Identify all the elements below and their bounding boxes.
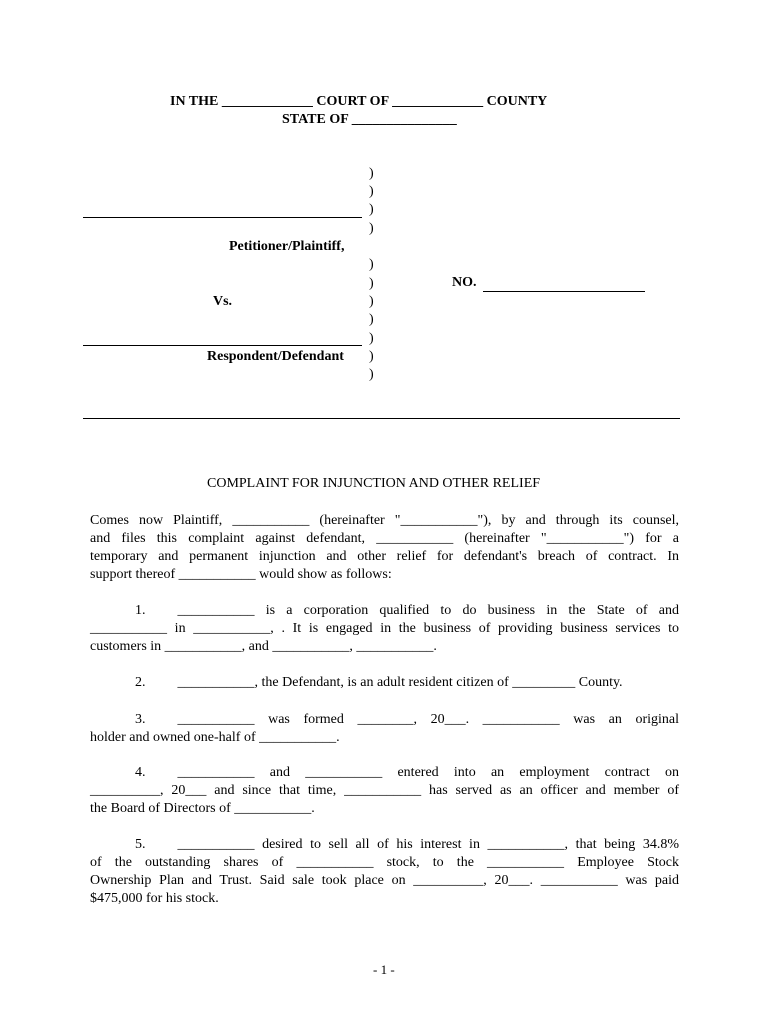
caption-separator: [83, 418, 680, 419]
paragraph-text: ___________ and ___________ entered into an employment contract on: [177, 765, 679, 780]
intro-line: temporary and permanent injunction and other relief for defendant's breach of contract. In: [90, 549, 679, 564]
caption-paren: ): [369, 331, 374, 346]
caption-paren: ): [369, 349, 374, 364]
case-number-line: [483, 291, 645, 292]
paragraph-line: __________, 20___ and since that time, ___________ has served as an officer and member of: [90, 783, 679, 798]
paragraph-text: ___________ is a corporation qualified to do business in the State of and: [177, 603, 679, 618]
petitioner-name-line: [83, 217, 362, 218]
paragraph-line: [90, 764, 679, 782]
versus-label: Vs.: [213, 294, 233, 309]
paragraph-number: 3.: [135, 712, 146, 727]
court-caption-line: IN THE _____________ COURT OF _____________ COUNTY: [170, 94, 548, 109]
page-number: - 1 -: [373, 962, 395, 977]
intro-line: support thereof ___________ would show as follows:: [90, 567, 392, 582]
numbered-paragraph: [90, 674, 679, 692]
paragraph-line: customers in ___________, and ___________, ___________.: [90, 639, 437, 654]
paragraph-line: [90, 674, 679, 692]
caption-paren: ): [369, 221, 374, 236]
paragraph-line: holder and owned one-half of ___________.: [90, 730, 340, 745]
caption-paren: ): [369, 312, 374, 327]
respondent-name-line: [83, 345, 362, 346]
caption-paren: ): [369, 257, 374, 272]
caption-paren: ): [369, 367, 374, 382]
intro-line: and files this complaint against defendant, ___________ (hereinafter "___________") for a: [90, 531, 679, 546]
respondent-label: Respondent/Defendant: [207, 349, 344, 364]
numbered-paragraph: [90, 711, 679, 747]
paragraph-number: 2.: [135, 675, 146, 690]
paragraph-text: ___________, the Defendant, is an adult resident citizen of _________ County.: [177, 675, 623, 690]
paragraph-line: $475,000 for his stock.: [90, 891, 219, 906]
paragraph-line: of the outstanding shares of ___________ stock, to the ___________ Employee Stock: [90, 855, 679, 870]
state-caption-line: STATE OF _______________: [282, 112, 457, 127]
caption-paren: ): [369, 184, 374, 199]
caption-paren: ): [369, 166, 374, 181]
numbered-paragraph: [90, 836, 679, 908]
paragraph-text: ___________ was formed ________, 20___. ___________ was an original: [177, 712, 679, 727]
caption-paren: ): [369, 276, 374, 291]
paragraph-text: ___________ desired to sell all of his interest in ___________, that being 34.8%: [177, 837, 679, 852]
document-title: COMPLAINT FOR INJUNCTION AND OTHER RELIEF: [207, 476, 541, 491]
paragraph-number: 5.: [135, 837, 146, 852]
intro-paragraph: [90, 512, 679, 584]
paragraph-number: 4.: [135, 765, 146, 780]
caption-paren: ): [369, 202, 374, 217]
paragraph-line: the Board of Directors of ___________.: [90, 801, 315, 816]
paragraph-line: Ownership Plan and Trust. Said sale took place on __________, 20___. ___________ was paid: [90, 873, 679, 888]
petitioner-label: Petitioner/Plaintiff,: [229, 239, 345, 254]
paragraph-line: ___________ in ___________, . It is engaged in the business of providing business services to: [90, 621, 679, 636]
paragraph-line: [90, 711, 679, 729]
paragraph-number: 1.: [135, 603, 146, 618]
caption-paren: ): [369, 294, 374, 309]
numbered-paragraph: [90, 602, 679, 656]
numbered-paragraph: [90, 764, 679, 818]
case-number-label: NO.: [452, 275, 477, 290]
intro-line: Comes now Plaintiff, ___________ (hereinafter "___________"), by and through its counsel,: [90, 513, 679, 528]
paragraph-line: [90, 602, 679, 620]
paragraph-line: [90, 836, 679, 854]
